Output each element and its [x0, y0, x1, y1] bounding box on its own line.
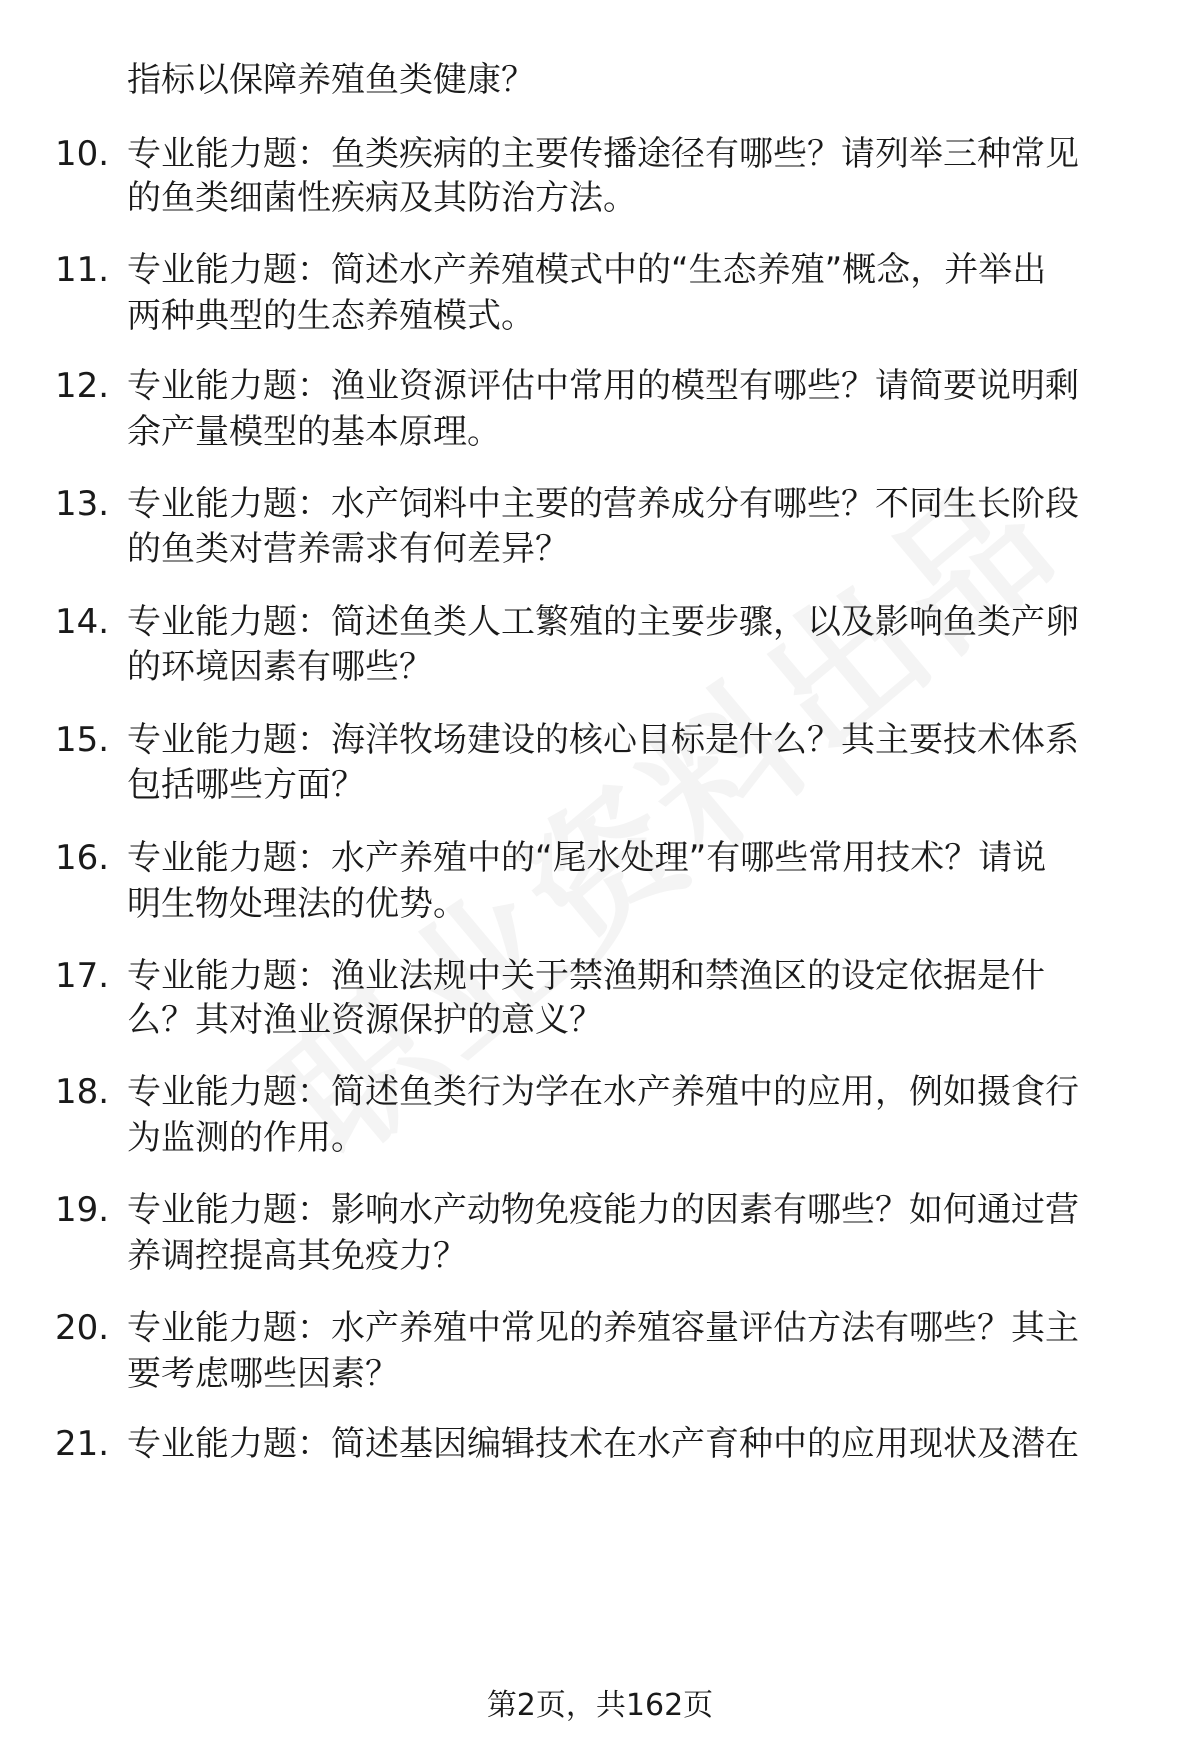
- question-text-line1: 专业能力题：简述水产养殖模式中的“生态养殖”概念，并举出: [127, 250, 1047, 290]
- question-text-line2: 要考虑哪些因素？: [127, 1354, 399, 1394]
- question-number: 21.: [55, 1424, 110, 1464]
- question-text-line1: 专业能力题：鱼类疾病的主要传播途径有哪些？请列举三种常见: [127, 134, 1079, 174]
- question-text-line1: 专业能力题：渔业法规中关于禁渔期和禁渔区的设定依据是什: [127, 956, 1045, 996]
- question-text-line2: 两种典型的生态养殖模式。: [127, 296, 535, 336]
- question-text-line1: 专业能力题：水产饲料中主要的营养成分有哪些？不同生长阶段: [127, 484, 1079, 524]
- question-text-line2: 的鱼类对营养需求有何差异？: [127, 529, 569, 569]
- question-number: 14.: [55, 602, 110, 642]
- question-text-line2: 的环境因素有哪些？: [127, 647, 433, 687]
- question-text-line1: 专业能力题：简述基因编辑技术在水产育种中的应用现状及潜在: [127, 1424, 1079, 1464]
- question-number: 20.: [55, 1308, 110, 1348]
- question-text-line2: 为监测的作用。: [127, 1118, 365, 1158]
- question-number: 19.: [55, 1190, 110, 1230]
- question-number: 16.: [55, 838, 110, 878]
- question-text-line1: 专业能力题：海洋牧场建设的核心目标是什么？其主要技术体系: [127, 720, 1079, 760]
- question-number: 17.: [55, 956, 110, 996]
- question-text-line2: 么？其对渔业资源保护的意义？: [127, 1000, 603, 1040]
- question-text-line2: 的鱼类细菌性疾病及其防治方法。: [127, 178, 637, 218]
- question-text-line2: 养调控提高其免疫力？: [127, 1236, 467, 1276]
- question-text-line1: 专业能力题：影响水产动物免疫能力的因素有哪些？如何通过营: [127, 1190, 1079, 1230]
- question-number: 12.: [55, 366, 110, 406]
- question-text-line1: 专业能力题：水产养殖中的“尾水处理”有哪些常用技术？请说: [127, 838, 1047, 878]
- question-text-line1: 专业能力题：简述鱼类人工繁殖的主要步骤，以及影响鱼类产卵: [127, 602, 1079, 642]
- question-text-line2: 余产量模型的基本原理。: [127, 412, 501, 452]
- question-text-line1: 专业能力题：水产养殖中常见的养殖容量评估方法有哪些？其主: [127, 1308, 1079, 1348]
- question-number: 15.: [55, 720, 110, 760]
- question-text-line1: 专业能力题：简述鱼类行为学在水产养殖中的应用，例如摄食行: [127, 1072, 1079, 1112]
- question-text-line1: 专业能力题：渔业资源评估中常用的模型有哪些？请简要说明剩: [127, 366, 1079, 406]
- question-number: 10.: [55, 134, 110, 174]
- question-number: 18.: [55, 1072, 110, 1112]
- page-footer: 第2页，共162页: [486, 1688, 714, 1723]
- question-number: 13.: [55, 484, 110, 524]
- question-text-line2: 明生物处理法的优势。: [127, 884, 467, 924]
- question-number: 11.: [55, 250, 110, 290]
- question-text-line2: 包括哪些方面？: [127, 765, 365, 805]
- intro-continuation: 指标以保障养殖鱼类健康？: [127, 60, 535, 100]
